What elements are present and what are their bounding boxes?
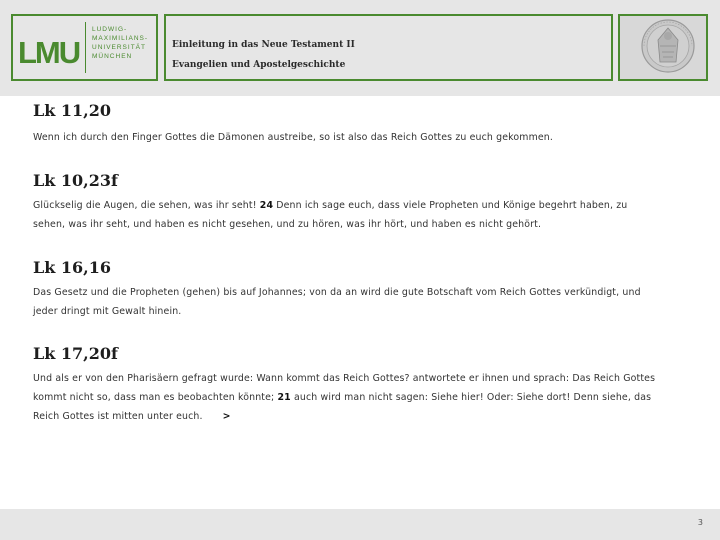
logo-abbreviation: LMU <box>18 35 80 70</box>
quote-text: Wenn ich durch den Finger Gottes die Dämonen austreibe, so ist also das Reich Gottes zu euch gekommen. <box>33 132 554 143</box>
page-number: 3 <box>697 518 703 527</box>
quote-text <box>33 196 658 234</box>
quote-text: Das Gesetz und die Propheten (gehen) bis auf Johannes; von da an wird die gute Botschaft vom Reich Gottes verkündigt, und jeder dringt mit Gewalt hinein. <box>33 287 641 317</box>
course-subtitle: Evangelien und Apostelgeschichte <box>172 60 346 70</box>
next-link-arrow[interactable]: > <box>222 411 231 422</box>
footer-band <box>0 509 720 540</box>
verse-number: 21 <box>277 392 291 403</box>
quote-text <box>33 369 658 426</box>
reference-heading: Lk 16,16 <box>33 258 112 277</box>
title-box <box>164 14 613 81</box>
quote-text-part: Und als er von den Pharisäern gefragt wurde: Wann kommt das Reich Gottes? antwortete er ihnen und sprach: Das Reich Gottes kommt nicht so, dass man es beobachten könnte; <box>33 373 656 403</box>
course-title: Einleitung in das Neue Testament II <box>172 40 355 50</box>
logo-university-name: LUDWIG- MAXIMILIANS- UNIVERSITÄT MÜNCHEN <box>92 26 149 60</box>
reference-heading: Lk 10,23f <box>33 171 118 190</box>
quote-text-part: Glückselig die Augen, die sehen, was ihr seht! <box>33 200 257 211</box>
reference-heading: Lk 17,20f <box>33 344 118 363</box>
logo-divider <box>85 22 86 73</box>
quote-text-part: auch wird man nicht sagen: Siehe hier! Oder: Siehe dort! Denn siehe, das Reich Gottes ist mitten unter euch. <box>33 392 652 422</box>
reference-heading: Lk 11,20 <box>33 101 112 120</box>
lmu-logo <box>11 14 158 81</box>
header-band <box>0 0 720 96</box>
verse-number: 24 <box>259 200 274 211</box>
quote-text-part: Denn ich sage euch, dass viele Propheten und Könige begehrt haben, zu sehen, was ihr seht, und haben es nicht gesehen, und zu hören, was ihr hört, und haben es nicht gehört. <box>33 200 628 230</box>
university-seal <box>618 14 708 81</box>
seal-image <box>620 16 706 79</box>
